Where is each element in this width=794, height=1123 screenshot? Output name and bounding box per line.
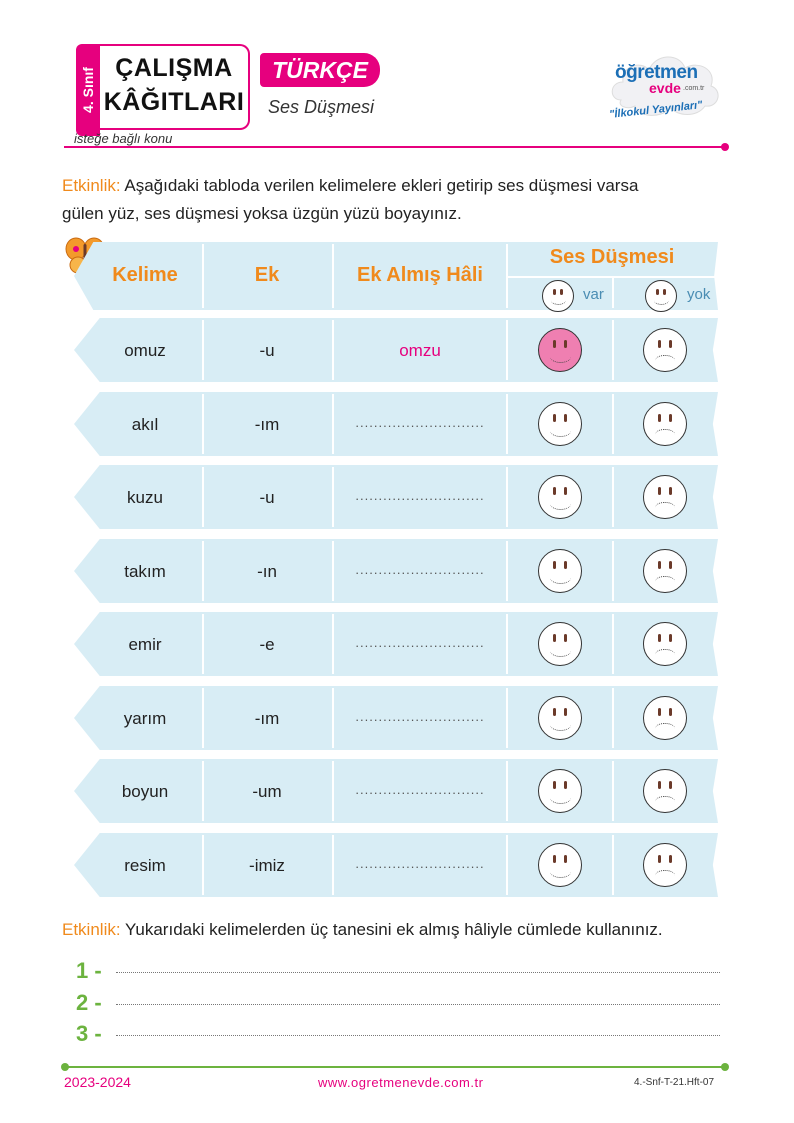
row-suffix: -um <box>252 782 282 801</box>
row-divider <box>506 614 508 674</box>
title-line-1: ÇALIŞMA <box>115 54 233 82</box>
logo-text-sub: evde <box>649 80 681 96</box>
row-result[interactable]: ............................ <box>355 709 485 724</box>
activity2-instruction <box>62 916 742 944</box>
topic-title: Ses Düşmesi <box>268 97 375 117</box>
logo-domain: .com.tr <box>683 85 705 92</box>
activity2-text: Yukarıdaki kelimelerden üç tanesini ek almış hâliyle cümlede kullanınız. <box>125 920 663 939</box>
row-divider <box>506 835 508 895</box>
row-suffix: -u <box>259 341 275 360</box>
sad-face-icon[interactable] <box>643 328 687 372</box>
row-suffix: -u <box>259 488 275 507</box>
happy-face-icon[interactable] <box>538 402 582 446</box>
row-divider <box>506 541 508 601</box>
row-suffix: -imiz <box>249 856 285 875</box>
row-suffix: -e <box>259 635 275 654</box>
logo-tagline: "İlkokul Yayınları" <box>608 99 703 121</box>
activity2-keyword: Etkinlik: <box>62 920 121 939</box>
footer-code: 4.-Snf-T-21.Hft-07 <box>634 1077 715 1088</box>
title-box <box>100 44 250 130</box>
sad-face-icon[interactable] <box>643 622 687 666</box>
row-divider <box>612 688 614 748</box>
happy-face-icon[interactable] <box>538 843 582 887</box>
row-divider <box>612 467 614 527</box>
happy-face-icon <box>645 280 677 312</box>
happy-face-icon[interactable] <box>538 622 582 666</box>
logo-text-main: öğretmen <box>615 62 698 83</box>
header-suffix: Ek <box>254 264 280 286</box>
publisher-logo <box>607 46 723 130</box>
row-divider <box>612 541 614 601</box>
row-result[interactable]: ............................ <box>355 562 485 577</box>
sad-face-icon[interactable] <box>643 402 687 446</box>
activity1-text-line1: Aşağıdaki tabloda verilen kelimelere ekleri getirip ses düşmesi varsa <box>124 176 639 195</box>
footer-website: www.ogretmenevde.com.tr <box>318 1075 484 1090</box>
row-divider <box>506 761 508 821</box>
happy-face-icon[interactable] <box>538 549 582 593</box>
row-word: yarım <box>123 709 167 728</box>
row-word: akıl <box>131 415 159 434</box>
row-word: kuzu <box>127 488 163 507</box>
header-yes: var <box>583 286 604 303</box>
sad-face-icon[interactable] <box>643 549 687 593</box>
row-word: resim <box>124 856 166 875</box>
sad-face-icon[interactable] <box>643 843 687 887</box>
row-suffix: -ım <box>254 709 280 728</box>
row-suffix: -ım <box>254 415 280 434</box>
row-divider <box>612 835 614 895</box>
activity1-text-line2: gülen yüz, ses düşmesi yoksa üzgün yüzü boyayınız. <box>62 204 462 223</box>
line-number-3: 3 - <box>76 1021 102 1046</box>
header-no: yok <box>687 286 711 303</box>
row-divider <box>612 614 614 674</box>
writing-line-1[interactable] <box>116 972 720 973</box>
footer-rule <box>64 1066 726 1068</box>
grade-tab <box>76 44 100 136</box>
row-word: omuz <box>124 341 166 360</box>
row-result[interactable]: ............................ <box>355 488 485 503</box>
row-word: emir <box>128 635 162 654</box>
row-result[interactable]: omzu <box>399 341 441 360</box>
sad-face-icon[interactable] <box>643 696 687 740</box>
row-divider <box>506 467 508 527</box>
header-result: Ek Almış Hâli <box>357 264 483 286</box>
happy-face-icon[interactable] <box>538 328 582 372</box>
row-result[interactable]: ............................ <box>355 635 485 650</box>
row-word: boyun <box>121 782 169 801</box>
grade-label: 4. Sınıf <box>80 67 96 113</box>
happy-face-icon[interactable] <box>538 769 582 813</box>
row-word: takım <box>124 562 166 581</box>
happy-face-icon[interactable] <box>538 475 582 519</box>
sad-face-icon[interactable] <box>643 475 687 519</box>
row-divider <box>506 320 508 380</box>
footer-year: 2023-2024 <box>64 1074 131 1090</box>
row-result[interactable]: ............................ <box>355 782 485 797</box>
header-sound-drop: Ses Düşmesi <box>549 246 675 268</box>
header-rule <box>64 146 726 148</box>
row-divider <box>506 394 508 454</box>
optional-note: isteğe bağlı konu <box>74 131 173 146</box>
line-number-1: 1 - <box>76 958 102 983</box>
line-number-2: 2 - <box>76 990 102 1015</box>
activity1-instruction <box>62 172 742 228</box>
row-result[interactable]: ............................ <box>355 415 485 430</box>
sad-face-icon[interactable] <box>643 769 687 813</box>
subject-badge: TÜRKÇE <box>260 53 380 87</box>
row-divider <box>612 394 614 454</box>
header-divider <box>612 278 614 308</box>
row-divider <box>612 320 614 380</box>
title-line-2: KÂĞITLARI <box>103 88 245 116</box>
row-result[interactable]: ............................ <box>355 856 485 871</box>
happy-face-icon <box>542 280 574 312</box>
happy-face-icon[interactable] <box>538 696 582 740</box>
row-divider <box>506 688 508 748</box>
row-suffix: -ın <box>257 562 277 581</box>
header-word: Kelime <box>112 264 178 286</box>
row-divider <box>612 761 614 821</box>
activity1-keyword: Etkinlik: <box>62 176 121 195</box>
writing-line-2[interactable] <box>116 1004 720 1005</box>
writing-line-3[interactable] <box>116 1035 720 1036</box>
